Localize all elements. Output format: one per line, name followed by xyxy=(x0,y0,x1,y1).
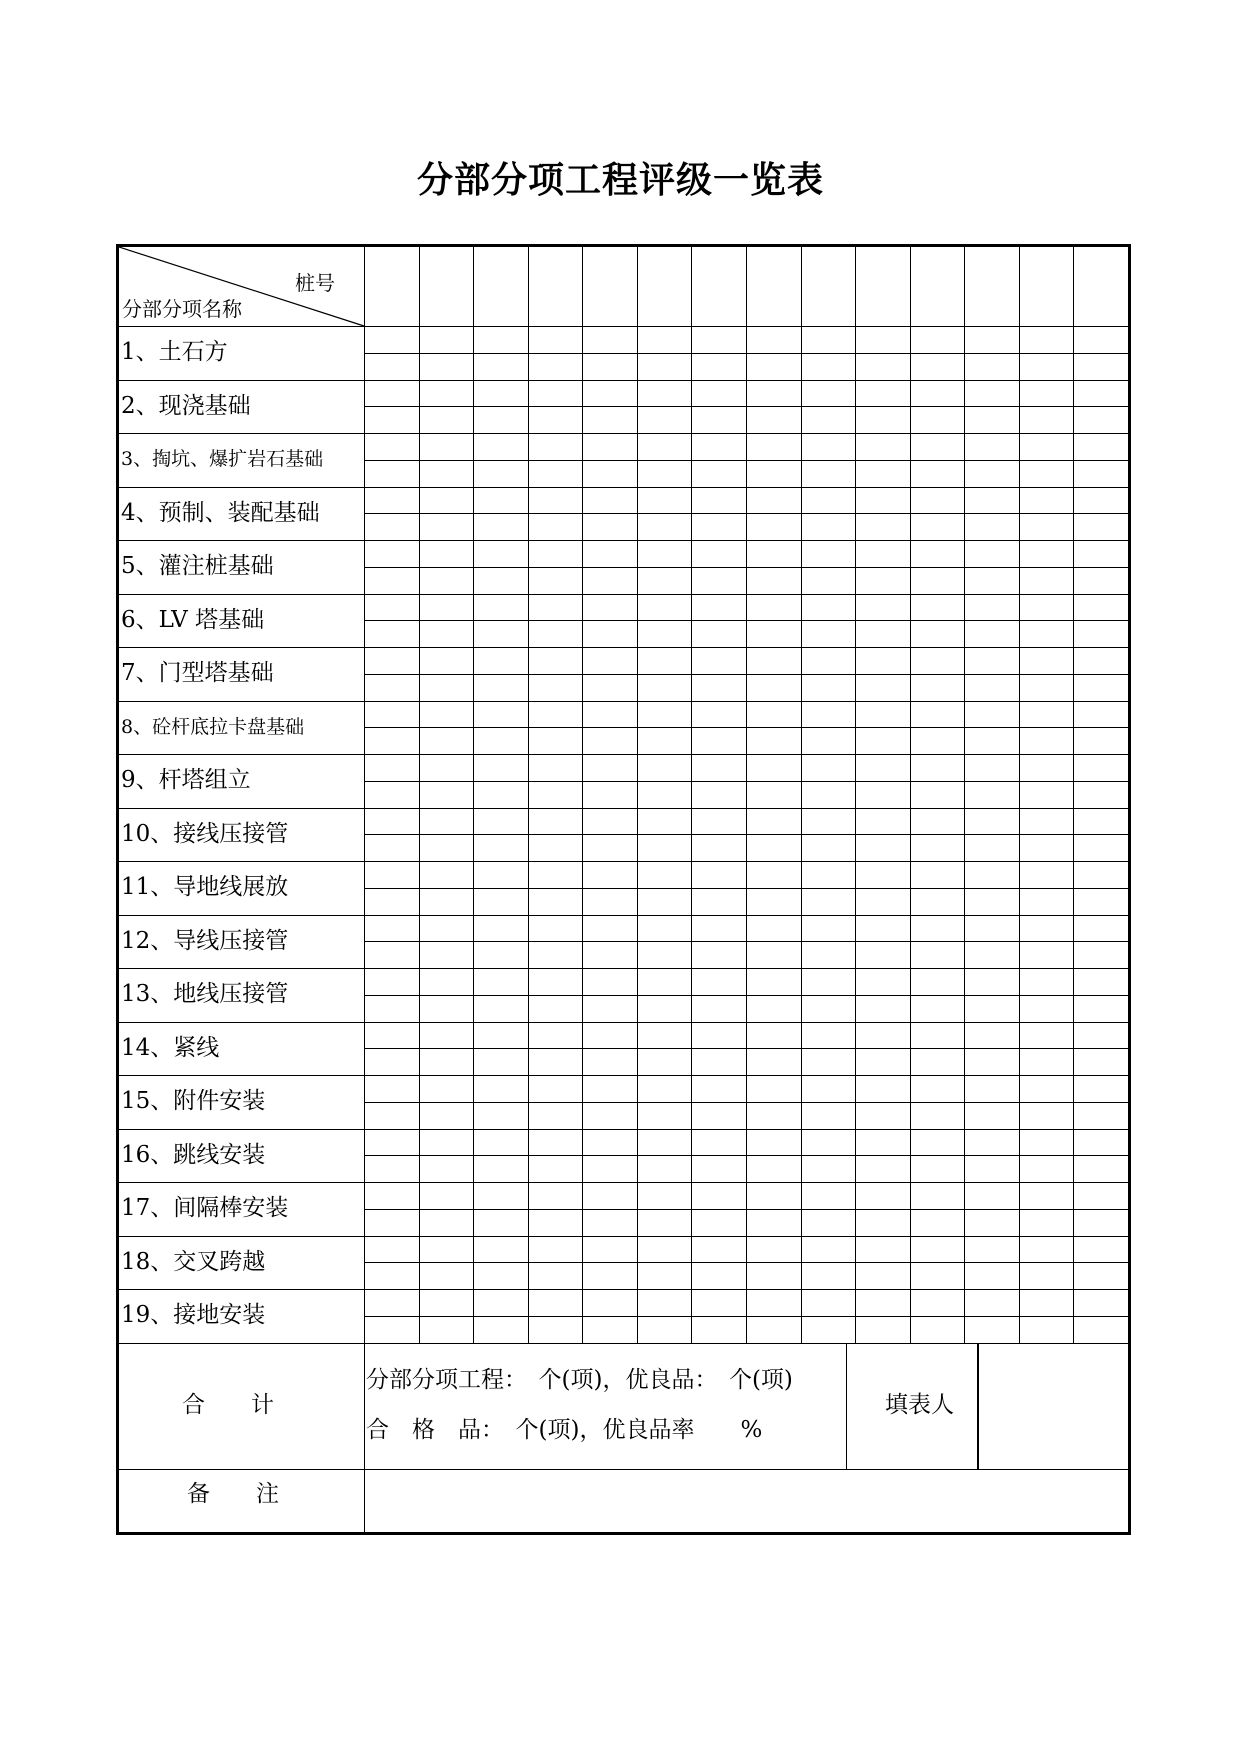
table-rule xyxy=(855,247,856,1343)
table-rule xyxy=(746,247,747,1343)
item-label: 5、灌注桩基础 xyxy=(121,553,274,579)
table-rule xyxy=(691,247,692,1343)
item-label: 10、接线压接管 xyxy=(121,820,289,847)
table-rule xyxy=(1073,247,1074,1343)
remarks-label: 备 注 xyxy=(187,1481,279,1507)
pile-number-header: 桩号 xyxy=(295,271,335,295)
table-rule xyxy=(119,1022,1128,1023)
filler-label: 填表人 xyxy=(885,1392,954,1418)
item-label: 9、杆塔组立 xyxy=(121,767,251,793)
table-rule xyxy=(473,247,474,1343)
table-rule xyxy=(119,1129,1128,1130)
summary-line-2: 合 格 品： 个(项)，优良品率 % xyxy=(366,1417,763,1443)
rating-table xyxy=(116,244,1131,1535)
table-rule xyxy=(119,594,1128,595)
remarks-value[interactable] xyxy=(369,1479,1119,1509)
item-label: 3、掏坑、爆扩岩石基础 xyxy=(121,448,324,470)
item-label: 17、间隔棒安装 xyxy=(121,1195,289,1221)
summary-line-1: 分部分项工程： 个(项)，优良品： 个(项) xyxy=(366,1367,793,1393)
item-name-header: 分部分项名称 xyxy=(122,297,242,321)
item-label: 11、导地线展放 xyxy=(121,874,289,900)
table-rule xyxy=(964,247,965,1343)
table-rule xyxy=(637,247,638,1343)
item-label: 14、紧线 xyxy=(121,1034,220,1061)
table-rule xyxy=(801,247,802,1343)
item-label: 6、LV 塔基础 xyxy=(121,606,265,633)
item-label: 8、砼杆底拉卡盘基础 xyxy=(121,715,305,738)
table-rule xyxy=(119,1236,1128,1237)
table-rule xyxy=(419,247,420,1343)
item-label: 1、土石方 xyxy=(121,339,228,365)
item-label: 7、门型塔基础 xyxy=(121,660,274,686)
table-rule xyxy=(119,1469,1128,1470)
table-rule xyxy=(119,380,1128,381)
table-rule xyxy=(910,247,911,1343)
item-label: 15、附件安装 xyxy=(121,1088,266,1114)
item-label: 19、接地安装 xyxy=(121,1302,266,1328)
item-label: 4、预制、装配基础 xyxy=(121,499,320,526)
table-rule xyxy=(119,1075,1128,1076)
total-label: 合 计 xyxy=(182,1392,274,1418)
table-rule xyxy=(1019,247,1020,1343)
item-label: 13、地线压接管 xyxy=(121,981,289,1007)
item-label: 18、交叉跨越 xyxy=(121,1248,266,1275)
item-label: 12、导线压接管 xyxy=(121,927,289,954)
table-rule xyxy=(119,1289,1128,1290)
item-label: 16、跳线安装 xyxy=(121,1141,266,1168)
page-title: 分部分项工程评级一览表 xyxy=(416,159,824,201)
table-rule xyxy=(582,247,583,1343)
table-rule xyxy=(119,754,1128,755)
table-rule xyxy=(528,247,529,1343)
item-label: 2、现浇基础 xyxy=(121,392,251,419)
table-rule xyxy=(364,247,365,1532)
table-rule xyxy=(846,1343,847,1470)
filler-value[interactable] xyxy=(919,1390,1049,1420)
